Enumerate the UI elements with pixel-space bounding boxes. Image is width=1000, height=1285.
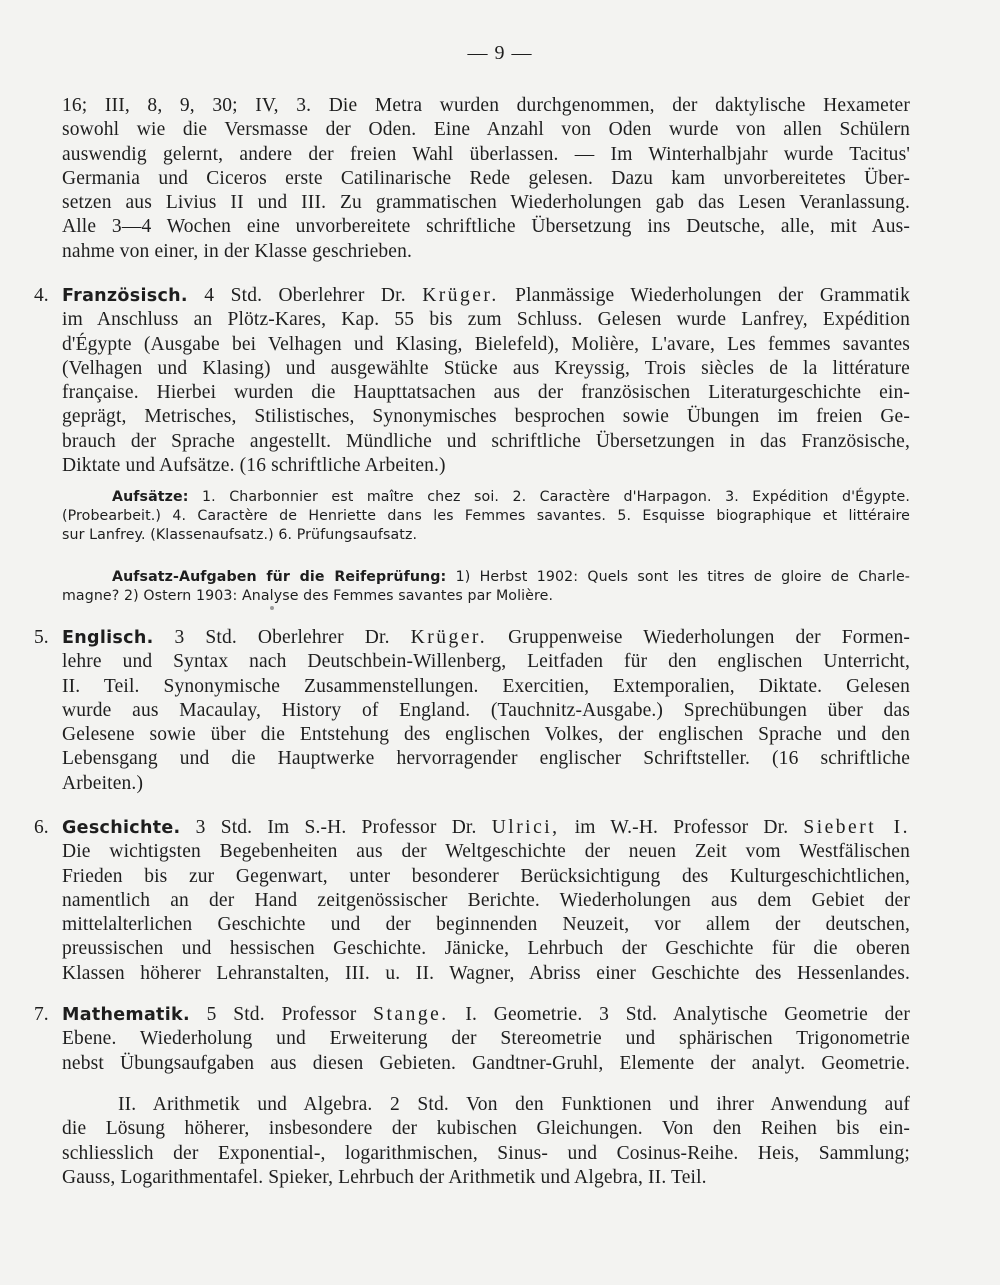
- page-number: — 9 —: [467, 42, 533, 64]
- teacher-name: Siebert I.: [803, 817, 910, 838]
- section-title: Geschichte.: [62, 818, 181, 838]
- text-line: namentlich an der Hand zeitgenössischer Berichte. Wiederholungen aus dem Gebiet der: [62, 889, 910, 911]
- text-line: (Velhagen und Klasing) und ausgewählte Stücke aus Kreyssig, Trois siècles de la littérature: [62, 357, 910, 379]
- text-line: nebst Übungsaufgaben aus diesen Gebieten. Gandtner-Gruhl, Elemente der analyt. Geometrie.: [62, 1052, 910, 1074]
- text-line: Germania und Ciceros erste Catilinarische Rede gelesen. Dazu kam unvorbereitetes Über-: [62, 167, 910, 189]
- section-mathematik: [34, 1003, 911, 1076]
- text-line: lehre und Syntax nach Deutschbein-Willenberg, Leitfaden für den englischen Unterricht,: [62, 651, 910, 673]
- text-line: preussischen und hessischen Geschichte. Jänicke, Lehrbuch der Geschichte für die oberen: [62, 938, 910, 960]
- text-line: Lebensgang und die Hauptwerke hervorragender englischer Schriftsteller. (16 schriftliche: [62, 748, 910, 770]
- text-fragment: I. Geometrie. 3 Std. Analytische Geometrie der: [465, 1004, 911, 1025]
- text-fragment: im W.-H. Professor Dr.: [574, 817, 789, 838]
- text-line: Gelesene sowie über die Entstehung des englischen Volkes, der englischen Sprache und den: [62, 724, 910, 746]
- text-line: (Probearbeit.) 4. Caractère de Henriette dans les Femmes savantes. 5. Esquisse biographique et littéraire: [62, 508, 910, 524]
- teacher-name: Krüger.: [410, 627, 488, 648]
- text-line: Diktate und Aufsätze. (16 schriftliche Arbeiten.): [62, 455, 446, 477]
- mathematik-part-2: [62, 1093, 910, 1190]
- section-first-line: [62, 816, 910, 840]
- text-line: Gauss, Logarithmentafel. Spieker, Lehrbuch der Arithmetik und Algebra, II. Teil.: [62, 1166, 707, 1188]
- text-line: wurde aus Macaulay, History of England. (Tauchnitz-Ausgabe.) Sprechübungen über das: [62, 699, 910, 721]
- text-fragment: 3 Std. Im S.-H. Professor Dr.: [195, 817, 477, 838]
- essay-topics: [62, 488, 910, 545]
- text-line: 16; III, 8, 9, 30; IV, 3. Die Metra wurden durchgenommen, der daktylische Hexameter: [62, 95, 910, 116]
- text-fragment: 1. Charbonnier est maître chez soi. 2. Caractère d'Harpagon. 3. Expédition d'Égypte.: [202, 489, 910, 505]
- text-line: magne? 2) Ostern 1903: Analyse des Femmes savantes par Molière.: [62, 588, 554, 604]
- text-line: brauch der Sprache angestellt. Mündliche und schriftliche Übersetzungen in das Französische,: [62, 430, 910, 452]
- text-line: [62, 568, 910, 587]
- text-line: auswendig gelernt, andere der freien Wahl überlassen. — Im Winterhalbjahr wurde Tacitus': [62, 143, 910, 165]
- text-line: d'Égypte (Ausgabe bei Velhagen und Klasing, Bielefeld), Molière, L'avare, Les femmes savantes: [62, 333, 910, 355]
- text-line: im Anschluss an Plötz-Kares, Kap. 55 bis zum Schluss. Gelesen wurde Lanfrey, Expédition: [62, 309, 910, 331]
- section-first-line: [62, 1003, 910, 1027]
- essays-label: Aufsätze:: [112, 489, 189, 505]
- text-line: II. Teil. Synonymische Zusammenstellungen. Exercitien, Extemporalien, Diktate. Gelesen: [62, 675, 910, 697]
- section-first-line: [62, 284, 910, 308]
- text-fragment: Planmässige Wiederholungen der Grammatik: [515, 285, 911, 306]
- text-line: mittelalterlichen Geschichte und der beginnenden Neuzeit, vor allem der deutschen,: [62, 914, 910, 936]
- text-fragment: 1) Herbst 1902: Quels sont les titres de gloire de Charle-: [455, 569, 910, 585]
- text-line: Arbeiten.): [62, 772, 144, 794]
- teacher-name: Krüger.: [422, 285, 499, 306]
- section-franzoesisch: [34, 284, 911, 478]
- teacher-name: Stange.: [373, 1004, 449, 1025]
- intro-paragraph: [62, 94, 910, 264]
- text-line: Ebene. Wiederholung und Erweiterung der Stereometrie und sphärischen Trigonometrie: [62, 1028, 910, 1050]
- text-line: II. Arithmetik und Algebra. 2 Std. Von den Funktionen und ihrer Anwendung auf: [118, 1094, 910, 1115]
- text-line: [62, 488, 910, 507]
- section-number: 6.: [34, 817, 49, 838]
- section-number: 5.: [34, 627, 49, 648]
- section-title: Mathematik.: [62, 1005, 190, 1025]
- section-englisch: [34, 626, 910, 796]
- text-line: Frieden bis zur Gegenwart, unter besonderer Berücksichtigung des Kulturgeschichtlichen,: [62, 865, 910, 887]
- exam-label: Aufsatz-Aufgaben für die Reifeprüfung:: [112, 569, 447, 585]
- section-title: Englisch.: [62, 628, 154, 648]
- text-line: Die wichtigsten Begebenheiten aus der Weltgeschichte der neuen Zeit vom Westfälischen: [62, 841, 910, 863]
- section-number: 7.: [34, 1004, 49, 1025]
- text-line: schliesslich der Exponential-, logarithmischen, Sinus- und Cosinus-Reihe. Heis, Sammlung;: [62, 1142, 910, 1164]
- section-geschichte: [34, 816, 910, 986]
- ink-dot: [270, 606, 274, 610]
- text-fragment: 3 Std. Oberlehrer Dr.: [174, 627, 390, 648]
- section-first-line: [62, 626, 910, 650]
- text-line: die Lösung höherer, insbesondere der kubischen Gleichungen. Von den Reihen bis ein-: [62, 1118, 910, 1140]
- exam-topics: [62, 568, 910, 606]
- text-line: française. Hierbei wurden die Haupttatsachen aus der französischen Literaturgeschichte ein-: [62, 382, 910, 404]
- text-fragment: 4 Std. Oberlehrer Dr.: [204, 285, 406, 306]
- text-line: nahme von einer, in der Klasse geschrieben.: [62, 240, 413, 262]
- section-title: Französisch.: [62, 286, 188, 306]
- text-line: Alle 3—4 Wochen eine unvorbereitete schriftliche Übersetzung ins Deutsche, alle, mit Aus-: [62, 216, 910, 238]
- text-line: setzen aus Livius II und III. Zu grammatischen Wiederholungen gab das Lesen Veranlassung.: [62, 192, 910, 214]
- teacher-name: Ulrici,: [491, 817, 560, 838]
- text-line: Klassen höherer Lehranstalten, III. u. II. Wagner, Abriss einer Geschichte des Hessenlandes.: [62, 962, 910, 984]
- text-line: geprägt, Metrisches, Stilistisches, Synonymisches besprochen sowie Übungen im freien Ge-: [62, 406, 910, 428]
- text-line: sowohl wie die Versmasse der Oden. Eine Anzahl von Oden wurde von allen Schülern: [62, 119, 910, 141]
- section-number: 4.: [34, 285, 49, 306]
- text-fragment: 5 Std. Professor: [206, 1004, 357, 1025]
- text-line: sur Lanfrey. (Klassenaufsatz.) 6. Prüfungsaufsatz.: [62, 527, 418, 543]
- text-fragment: Gruppenweise Wiederholungen der Formen-: [508, 627, 910, 648]
